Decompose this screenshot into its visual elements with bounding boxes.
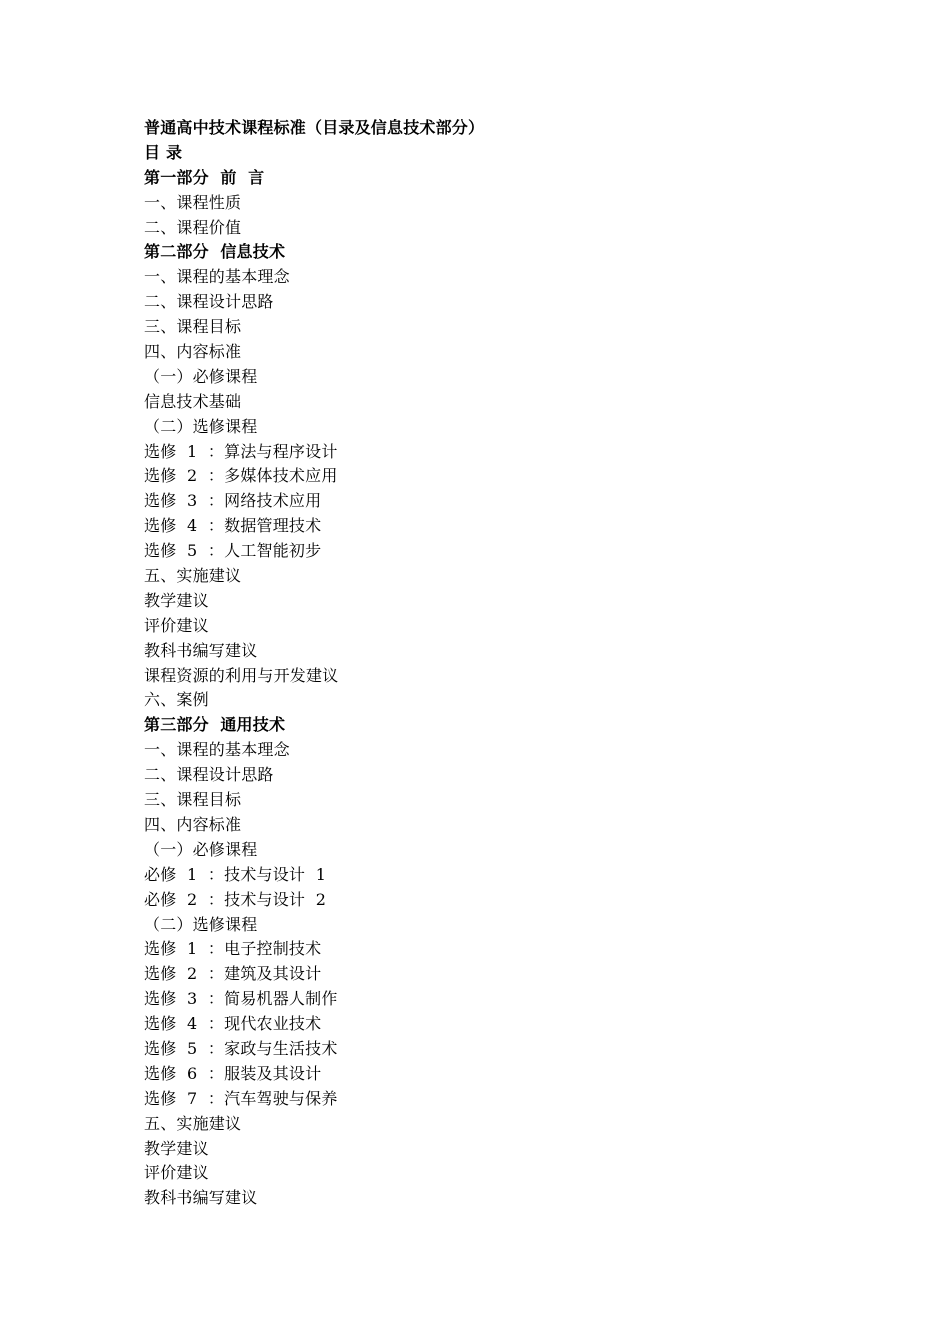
- toc-entry: 评价建议: [144, 615, 209, 635]
- toc-entries: [144, 166, 484, 1211]
- toc-entry: 选修 2 ：建筑及其设计: [144, 964, 322, 984]
- toc-entry: 六、案例: [144, 690, 209, 710]
- toc-entry: 选修 5 ：人工智能初步: [144, 541, 322, 561]
- toc-entry: 一、课程的基本理念: [144, 740, 290, 760]
- toc-entry: 选修 5 ：家政与生活技术: [144, 1038, 338, 1058]
- toc-entry: 信息技术基础: [144, 391, 242, 411]
- toc-entry: 五、实施建议: [144, 1113, 242, 1133]
- toc-entry: （二）选修课程: [144, 914, 258, 934]
- toc-entry: （一）必修课程: [144, 839, 258, 859]
- toc-entry: 选修 4 ：现代农业技术: [144, 1014, 322, 1034]
- toc-entry: 二、课程设计思路: [144, 292, 274, 312]
- toc-entry: 选修 1 ：电子控制技术: [144, 939, 322, 959]
- toc-entry: 一、课程的基本理念: [144, 267, 290, 287]
- toc-entry: 课程资源的利用与开发建议: [144, 665, 339, 685]
- toc-part-heading: 第三部分 通用技术: [144, 715, 286, 735]
- toc-heading: 目 录: [144, 142, 183, 162]
- toc-entry: 必修 1 ：技术与设计 1: [144, 864, 327, 884]
- toc-entry: 选修 6 ：服装及其设计: [144, 1063, 322, 1083]
- toc-entry: 教科书编写建议: [144, 640, 258, 660]
- toc-entry: 三、课程目标: [144, 317, 242, 337]
- toc-entry: 五、实施建议: [144, 566, 242, 586]
- toc-entry: 选修 3 ：网络技术应用: [144, 491, 322, 511]
- toc-entry: 教科书编写建议: [144, 1188, 258, 1208]
- toc-entry: 必修 2 ：技术与设计 2: [144, 889, 327, 909]
- document-title: 普通高中技术课程标准（目录及信息技术部分）: [144, 118, 485, 137]
- table-of-contents: [144, 116, 484, 1211]
- toc-entry: 选修 7 ：汽车驾驶与保养: [144, 1088, 338, 1108]
- toc-entry: 选修 1 ：算法与程序设计: [144, 441, 338, 461]
- toc-entry: 二、课程设计思路: [144, 765, 274, 785]
- toc-entry: 选修 2 ：多媒体技术应用: [144, 466, 338, 486]
- toc-entry: 三、课程目标: [144, 790, 242, 810]
- toc-entry: 评价建议: [144, 1163, 209, 1183]
- toc-entry: 二、课程价值: [144, 217, 242, 237]
- toc-part-heading: 第二部分 信息技术: [144, 242, 286, 262]
- toc-entry: 教学建议: [144, 1138, 209, 1158]
- toc-entry: 选修 3 ：简易机器人制作: [144, 989, 338, 1009]
- toc-entry: （二）选修课程: [144, 416, 258, 436]
- toc-entry: 四、内容标准: [144, 342, 242, 362]
- toc-entry: 选修 4 ：数据管理技术: [144, 516, 322, 536]
- toc-entry: 四、内容标准: [144, 814, 242, 834]
- toc-entry: 教学建议: [144, 590, 209, 610]
- toc-entry: （一）必修课程: [144, 366, 258, 386]
- toc-part-heading: 第一部分 前 言: [144, 167, 265, 187]
- toc-entry: 一、课程性质: [144, 192, 242, 212]
